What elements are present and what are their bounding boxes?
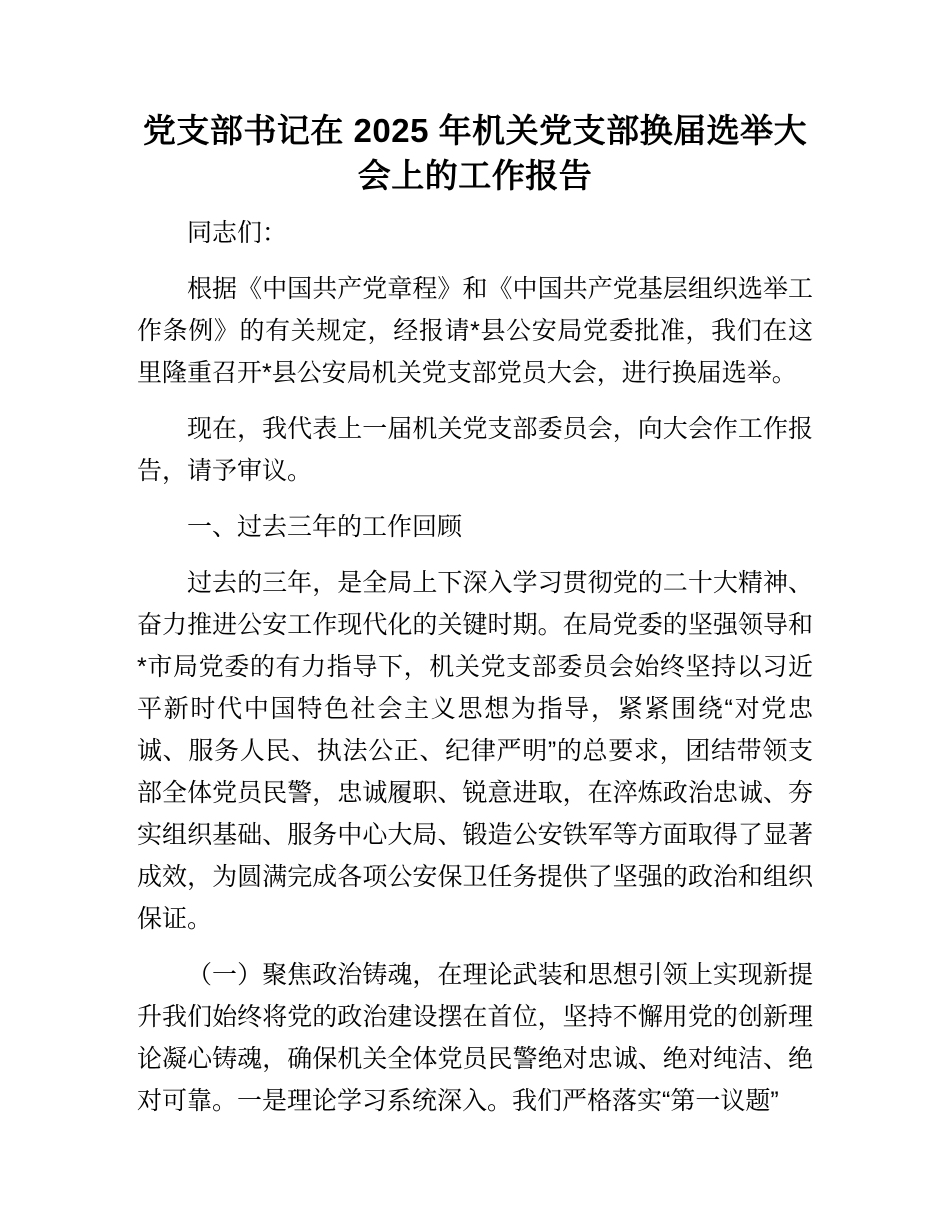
document-title: 党支部书记在 2025 年机关党支部换届选举大会上的工作报告 xyxy=(142,112,808,194)
salutation: 同志们： xyxy=(187,219,288,247)
section-heading: 一、过去三年的工作回顾 xyxy=(187,513,463,541)
paragraph: （一）聚焦政治铸魂，在理论武装和思想引领上实现新提升我们始终将党的政治建设摆在首位，坚持不懈用党的创新理论凝心铸魂，确保机关全体党员民警绝对忠诚、绝对纯洁、绝对可靠。一是理论学习系统深入。我们严格落实“第一议题” xyxy=(137,961,813,1115)
paragraph: 根据《中国共产党章程》和《中国共产党基层组织选举工作条例》的有关规定，经报请*县公安局党委批准，我们在这里隆重召开*县公安局机关党支部党员大会，进行换届选举。 xyxy=(137,275,813,387)
paragraph: 现在，我代表上一届机关党支部委员会，向大会作工作报告，请予审议。 xyxy=(137,415,813,485)
paragraph: 过去的三年，是全局上下深入学习贯彻党的二十大精神、奋力推进公安工作现代化的关键时期。在局党委的坚强领导和*市局党委的有力指导下，机关党支部委员会始终坚持以习近平新时代中国特色社会主义思想为指导，紧紧围绕“对党忠诚、服务人民、执法公正、纪律严明”的总要求，团结带领支部全体党员民警，忠诚履职、锐意进取，在淬炼政治忠诚、夯实组织基础、服务中心大局、锻造公安铁军等方面取得了显著成效，为圆满完成各项公安保卫任务提供了坚强的政治和组织保证。 xyxy=(137,569,813,933)
